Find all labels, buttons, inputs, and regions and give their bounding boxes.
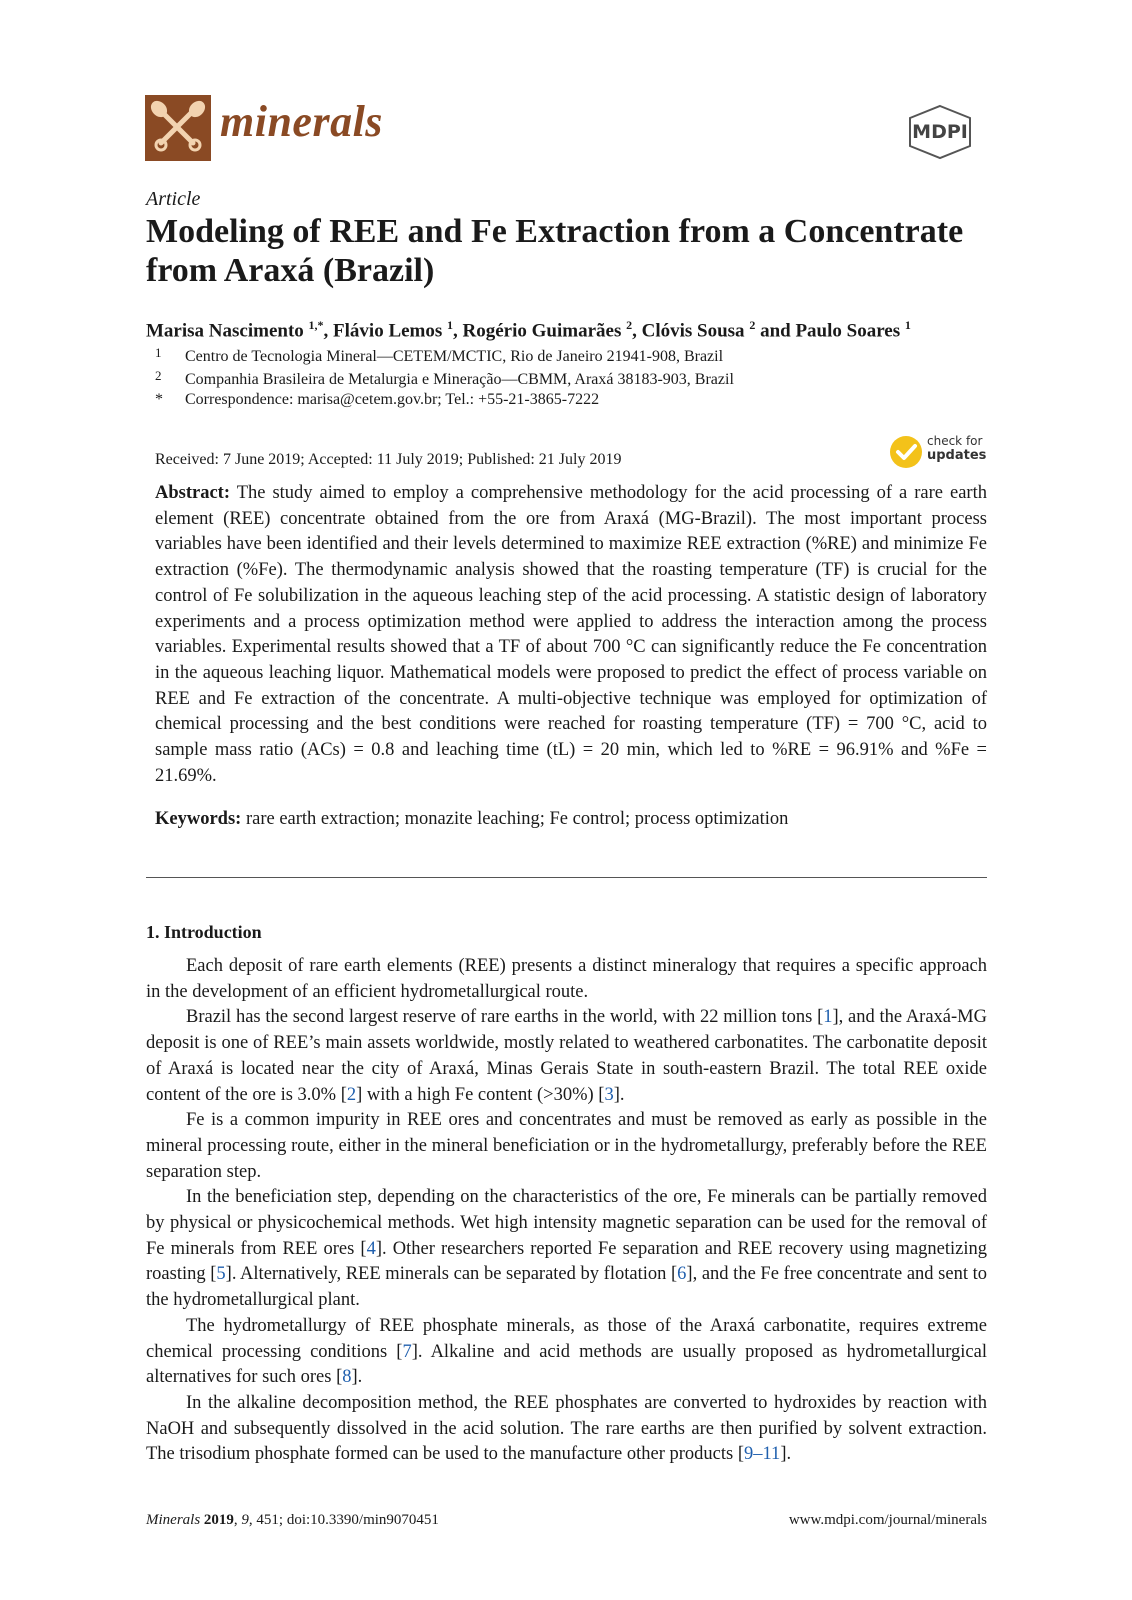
paragraph-text: Brazil has the second largest reserve of rare earths in the world, with 22 million tons [	[186, 1007, 824, 1028]
paragraph-text: ]. Alkaline and acid methods are usually proposed as hydrometallurgical alternatives for such ores [	[146, 1341, 987, 1388]
paragraph-text: ].	[780, 1444, 792, 1465]
body-paragraph	[146, 1185, 987, 1314]
paragraph-text: ].	[351, 1367, 363, 1388]
author-name: Rogério Guimarães	[462, 320, 622, 342]
article-type: Article	[146, 188, 201, 210]
paragraph-text: ], and the Araxá-MG deposit is one of REE’s main assets worldwide, mostly related to weathered carbonatites. The carbonatite deposit of Araxá is located near the city of Araxá, Minas Gerais State in south-eastern Brazil. The total REE oxide content of the ore is 3.0% [	[146, 1007, 987, 1105]
check-for-updates-button[interactable]	[890, 434, 990, 470]
author-name: Clóvis Sousa	[641, 320, 745, 342]
keywords-label: Keywords:	[155, 809, 242, 829]
abstract	[155, 481, 987, 789]
affiliation-2	[155, 368, 734, 389]
author-affiliation-mark: 2	[749, 318, 756, 332]
author-affiliation-mark: 1	[904, 318, 911, 332]
affiliation-text: Companhia Brasileira de Metalurgia e Mineração—CBMM, Araxá 38183-903, Brazil	[185, 371, 734, 388]
author-separator: ,	[453, 320, 463, 342]
keywords-text: rare earth extraction; monazite leaching; Fe control; process optimization	[245, 809, 789, 829]
journal-url-link[interactable]: www.mdpi.com/journal/minerals	[788, 1512, 987, 1528]
citation-link[interactable]: 2	[346, 1084, 357, 1105]
footer-year: 2019	[203, 1512, 234, 1528]
citation-footer: Minerals 2019, 9, 451; doi:10.3390/min9070451	[146, 1512, 439, 1528]
author-name: Marisa Nascimento	[146, 320, 304, 342]
author-affiliation-mark: 2	[626, 318, 633, 332]
paragraph-text: ], and the Fe free concentrate and sent to the hydrometallurgical plant.	[146, 1264, 987, 1311]
abstract-text: The study aimed to employ a comprehensive methodology for the acid processing of a rare earth element (REE) concentrate obtained from the ore from Araxá (MG-Brazil). The most important process variables have been identified and their levels determined to maximize REE extraction (%RE) and minimize Fe extraction (%Fe). The thermodynamic analysis showed that the roasting temperature (TF) is crucial for the control of Fe solubilization in the aqueous leaching step of the acid processing. A statistic design of laboratory experiments and a process optimization method were applied to address the interaction among the process variables. Experimental results showed that a TF of about 700 °C can significantly reduce the Fe concentration in the aqueous leaching liquor. Mathematical models were proposed to predict the effect of process variable on REE and Fe extraction of the concentrate. A multi-objective technique was employed for optimization of chemical processing and the best conditions were reached for roasting temperature (TF) = 700 °C, acid to sample mass ratio (ACs) = 0.8 and leaching time (tL) = 20 min, which led to %RE = 96.91% and %Fe = 21.69%.	[155, 483, 987, 786]
introduction-body	[146, 954, 987, 1468]
affiliation-text: Centro de Tecnologia Mineral—CETEM/MCTIC, Rio de Janeiro 21941-908, Brazil	[185, 348, 724, 365]
correspondence-text: Correspondence: marisa@cetem.gov.br; Tel.: +55-21-3865-7222	[185, 391, 600, 408]
paragraph-text: ].	[613, 1084, 625, 1105]
correspondence-mark: *	[155, 391, 163, 408]
paragraph-text: The hydrometallurgy of REE phosphate minerals, as those of the Araxá carbonatite, requires extreme chemical processing conditions [	[146, 1315, 987, 1362]
paragraph-text: ] with a high Fe content (>30%) [	[356, 1084, 605, 1105]
body-paragraph	[146, 1005, 987, 1108]
author-affiliation-mark: 1,*	[308, 318, 324, 332]
citation-link[interactable]: 9–11	[743, 1444, 781, 1465]
body-paragraph	[146, 1314, 987, 1391]
abstract-label: Abstract:	[155, 483, 231, 503]
citation-link[interactable]: 6	[677, 1264, 687, 1285]
citation-link[interactable]: 1	[823, 1007, 833, 1028]
mdpi-logo	[906, 104, 974, 160]
author-separator: ,	[632, 320, 642, 342]
journal-name: minerals	[220, 97, 383, 146]
check-for-updates-line1: check for	[927, 434, 983, 448]
citation-link[interactable]: 3	[604, 1084, 614, 1105]
author-separator: ,	[323, 320, 334, 342]
author-affiliation-mark: 1	[447, 318, 454, 332]
footer-journal: Minerals	[146, 1512, 201, 1528]
mdpi-logo-text: MDPI	[912, 121, 968, 143]
author-separator: and	[755, 320, 796, 342]
publication-dates: Received: 7 June 2019; Accepted: 11 July 2019; Published: 21 July 2019	[155, 451, 622, 468]
body-paragraph	[146, 1108, 987, 1185]
crossed-shovels-icon	[145, 95, 211, 161]
check-for-updates-line2: updates	[927, 448, 987, 463]
author-list	[146, 318, 911, 342]
paragraph-text: ]. Alternatively, REE minerals can be separated by flotation [	[225, 1264, 678, 1285]
affiliation-mark: 1	[155, 345, 162, 360]
paragraph-text: Fe is a common impurity in REE ores and concentrates and must be removed as early as possible in the mineral processing route, either in the mineral beneficiation or in the hydrometallurgy, preferably before the REE separation step.	[146, 1110, 987, 1182]
journal-logo-icon	[145, 95, 211, 161]
paragraph-text: In the alkaline decomposition method, the REE phosphates are converted to hydroxides by reaction with NaOH and subsequently dissolved in the acid solution. The rare earths are then purified by solvent extraction. The trisodium phosphate formed can be used to the manufacture other products [	[146, 1392, 987, 1465]
article-title: Modeling of REE and Fe Extraction from a Concentrate from Araxá (Brazil)	[146, 213, 964, 289]
section-heading: 1. Introduction	[146, 922, 262, 942]
correspondence	[155, 391, 599, 409]
paragraph-text: ]. Other researchers reported Fe separation and REE recovery using magnetizing roasting [	[146, 1238, 987, 1285]
citation-link[interactable]: 7	[402, 1341, 412, 1362]
keywords	[155, 807, 987, 833]
paragraph-text: In the beneficiation step, depending on the characteristics of the ore, Fe minerals can be partially removed by physical or physicochemical methods. Wet high intensity magnetic separation can be used for the removal of Fe minerals from REE ores [	[146, 1187, 987, 1259]
section-divider	[146, 877, 987, 878]
affiliation-mark: 2	[155, 368, 162, 383]
footer-volume: 9	[241, 1512, 249, 1528]
author-name: Flávio Lemos	[333, 320, 443, 342]
body-paragraph	[146, 954, 987, 1005]
author-name: Paulo Soares	[795, 320, 901, 342]
citation-link[interactable]: 5	[216, 1264, 226, 1285]
affiliation-1	[155, 345, 723, 366]
check-circle-icon	[890, 436, 922, 468]
footer-doi: , 451; doi:10.3390/min9070451	[248, 1512, 439, 1528]
citation-link[interactable]: 8	[342, 1367, 352, 1388]
paragraph-text: Each deposit of rare earth elements (REE) presents a distinct mineralogy that requires a specific approach in the development of an efficient hydrometallurgical route.	[146, 956, 987, 1002]
citation-link[interactable]: 4	[366, 1238, 376, 1259]
body-paragraph	[146, 1391, 987, 1468]
